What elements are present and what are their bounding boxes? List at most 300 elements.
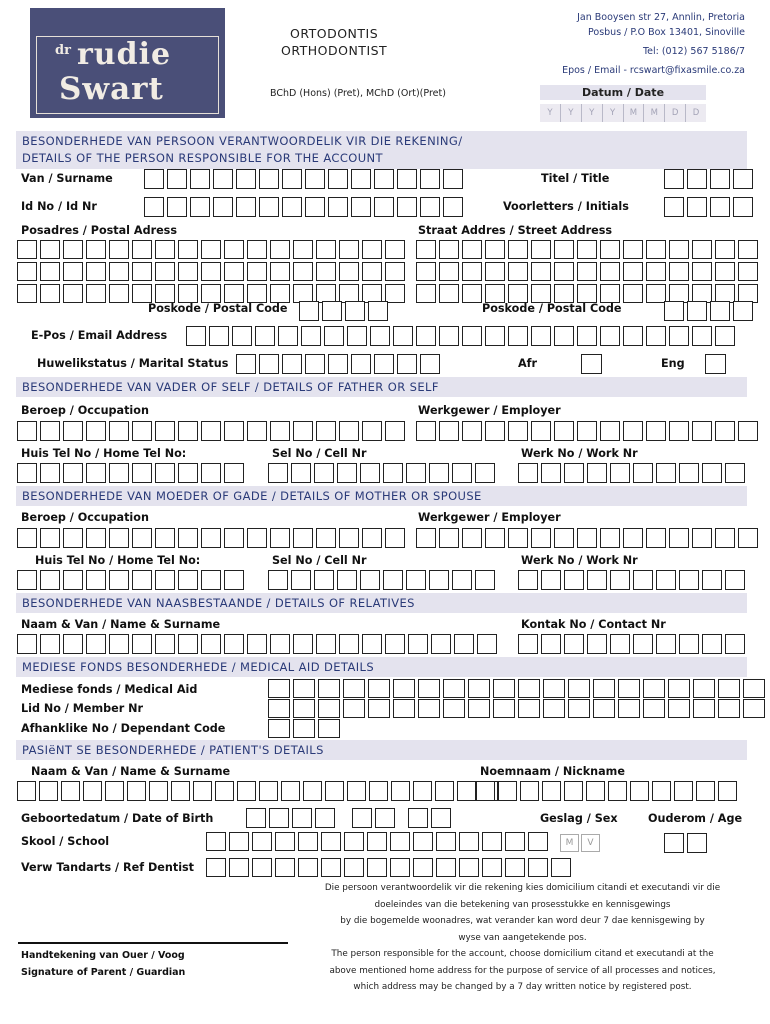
sex-option-m[interactable]: M <box>560 834 579 852</box>
input-cell[interactable] <box>715 262 735 281</box>
input-cell[interactable] <box>132 240 152 259</box>
input-cell[interactable] <box>247 528 267 548</box>
input-cell[interactable] <box>149 781 168 801</box>
input-cell[interactable] <box>554 262 574 281</box>
input-cell[interactable] <box>541 634 561 654</box>
input-cell[interactable] <box>462 240 482 259</box>
input-cell[interactable] <box>282 169 302 189</box>
input-cell[interactable] <box>586 781 605 801</box>
input-cell[interactable] <box>224 634 244 654</box>
input-cell[interactable] <box>209 326 229 346</box>
street-code-field[interactable] <box>664 301 753 321</box>
input-cell[interactable] <box>393 679 415 698</box>
input-cell[interactable] <box>86 634 106 654</box>
input-cell[interactable] <box>321 858 341 877</box>
input-cell[interactable] <box>669 421 689 441</box>
input-cell[interactable] <box>362 528 382 548</box>
input-cell[interactable] <box>383 463 403 483</box>
input-cell[interactable] <box>17 262 37 281</box>
input-cell[interactable] <box>193 781 212 801</box>
input-cell[interactable] <box>508 262 528 281</box>
input-cell[interactable] <box>328 197 348 217</box>
input-cell[interactable] <box>618 699 640 718</box>
input-cell[interactable] <box>275 832 295 851</box>
input-cell[interactable] <box>318 699 340 718</box>
date-cell[interactable]: Y <box>560 104 581 122</box>
input-cell[interactable] <box>475 570 495 590</box>
input-cell[interactable] <box>86 463 106 483</box>
input-cell[interactable] <box>702 570 722 590</box>
input-cell[interactable] <box>431 634 451 654</box>
input-cell[interactable] <box>508 421 528 441</box>
nickname-field[interactable] <box>476 781 737 801</box>
input-cell[interactable] <box>439 528 459 548</box>
input-cell[interactable] <box>178 570 198 590</box>
input-cell[interactable] <box>505 832 525 851</box>
input-cell[interactable] <box>86 421 106 441</box>
ref-dentist-field[interactable] <box>206 858 571 877</box>
input-cell[interactable] <box>692 240 712 259</box>
input-cell[interactable] <box>669 528 689 548</box>
input-cell[interactable] <box>339 240 359 259</box>
input-cell[interactable] <box>664 169 684 189</box>
input-cell[interactable] <box>669 262 689 281</box>
input-cell[interactable] <box>454 634 474 654</box>
input-cell[interactable] <box>542 781 561 801</box>
input-cell[interactable] <box>498 781 517 801</box>
input-cell[interactable] <box>259 197 279 217</box>
input-cell[interactable] <box>669 240 689 259</box>
input-cell[interactable] <box>339 528 359 548</box>
surname-field[interactable] <box>144 169 463 189</box>
input-cell[interactable] <box>339 634 359 654</box>
input-cell[interactable] <box>518 463 538 483</box>
input-cell[interactable] <box>643 679 665 698</box>
input-cell[interactable] <box>86 528 106 548</box>
input-cell[interactable] <box>587 463 607 483</box>
input-cell[interactable] <box>293 719 315 738</box>
input-cell[interactable] <box>715 240 735 259</box>
input-cell[interactable] <box>477 634 497 654</box>
input-cell[interactable] <box>369 781 388 801</box>
sex-selector[interactable] <box>560 834 600 852</box>
input-cell[interactable] <box>436 832 456 851</box>
input-cell[interactable] <box>229 858 249 877</box>
input-cell[interactable] <box>368 679 390 698</box>
date-cell[interactable]: M <box>643 104 664 122</box>
input-cell[interactable] <box>485 421 505 441</box>
input-cell[interactable] <box>362 262 382 281</box>
input-cell[interactable] <box>715 326 735 346</box>
input-cell[interactable] <box>109 528 129 548</box>
input-cell[interactable] <box>482 832 502 851</box>
input-cell[interactable] <box>362 240 382 259</box>
input-cell[interactable] <box>656 463 676 483</box>
input-cell[interactable] <box>413 832 433 851</box>
input-cell[interactable] <box>564 463 584 483</box>
input-cell[interactable] <box>416 326 436 346</box>
input-cell[interactable] <box>367 832 387 851</box>
input-cell[interactable] <box>252 858 272 877</box>
input-cell[interactable] <box>531 326 551 346</box>
input-cell[interactable] <box>247 262 267 281</box>
input-cell[interactable] <box>577 262 597 281</box>
input-cell[interactable] <box>155 421 175 441</box>
input-cell[interactable] <box>40 421 60 441</box>
input-cell[interactable] <box>247 284 267 303</box>
signature-line[interactable] <box>18 942 288 944</box>
input-cell[interactable] <box>413 781 432 801</box>
input-cell[interactable] <box>554 284 574 303</box>
input-cell[interactable] <box>468 699 490 718</box>
input-cell[interactable] <box>508 284 528 303</box>
input-cell[interactable] <box>687 169 707 189</box>
input-cell[interactable] <box>155 463 175 483</box>
input-cell[interactable] <box>600 326 620 346</box>
input-cell[interactable] <box>554 528 574 548</box>
input-cell[interactable] <box>664 833 684 853</box>
input-cell[interactable] <box>416 262 436 281</box>
input-cell[interactable] <box>224 528 244 548</box>
input-cell[interactable] <box>293 634 313 654</box>
input-cell[interactable] <box>293 679 315 698</box>
input-cell[interactable] <box>63 634 83 654</box>
input-cell[interactable] <box>475 463 495 483</box>
input-cell[interactable] <box>132 421 152 441</box>
date-field[interactable] <box>540 104 706 122</box>
input-cell[interactable] <box>374 169 394 189</box>
input-cell[interactable] <box>259 781 278 801</box>
input-cell[interactable] <box>646 528 666 548</box>
input-cell[interactable] <box>618 679 640 698</box>
input-cell[interactable] <box>669 326 689 346</box>
input-cell[interactable] <box>299 301 319 321</box>
input-cell[interactable] <box>351 197 371 217</box>
input-cell[interactable] <box>301 326 321 346</box>
input-cell[interactable] <box>63 262 83 281</box>
input-cell[interactable] <box>63 528 83 548</box>
input-cell[interactable] <box>232 326 252 346</box>
input-cell[interactable] <box>418 699 440 718</box>
input-cell[interactable] <box>429 463 449 483</box>
input-cell[interactable] <box>293 421 313 441</box>
input-cell[interactable] <box>679 570 699 590</box>
language-afr-checkbox[interactable] <box>581 354 602 374</box>
input-cell[interactable] <box>40 570 60 590</box>
input-cell[interactable] <box>459 832 479 851</box>
input-cell[interactable] <box>531 284 551 303</box>
input-cell[interactable] <box>452 570 472 590</box>
input-cell[interactable] <box>508 240 528 259</box>
input-cell[interactable] <box>416 240 436 259</box>
postal-address-row-2[interactable] <box>17 262 405 281</box>
input-cell[interactable] <box>368 301 388 321</box>
input-cell[interactable] <box>715 528 735 548</box>
input-cell[interactable] <box>178 421 198 441</box>
input-cell[interactable] <box>646 284 666 303</box>
input-cell[interactable] <box>577 240 597 259</box>
input-cell[interactable] <box>554 326 574 346</box>
input-cell[interactable] <box>420 354 440 374</box>
input-cell[interactable] <box>543 679 565 698</box>
input-cell[interactable] <box>408 808 428 828</box>
input-cell[interactable] <box>236 197 256 217</box>
input-cell[interactable] <box>418 679 440 698</box>
input-cell[interactable] <box>725 570 745 590</box>
input-cell[interactable] <box>738 240 758 259</box>
input-cell[interactable] <box>305 169 325 189</box>
input-cell[interactable] <box>416 421 436 441</box>
input-cell[interactable] <box>646 240 666 259</box>
input-cell[interactable] <box>109 463 129 483</box>
input-cell[interactable] <box>321 832 341 851</box>
input-cell[interactable] <box>543 699 565 718</box>
input-cell[interactable] <box>431 808 451 828</box>
input-cell[interactable] <box>224 284 244 303</box>
input-cell[interactable] <box>493 699 515 718</box>
input-cell[interactable] <box>692 262 712 281</box>
input-cell[interactable] <box>577 284 597 303</box>
email-field[interactable] <box>186 326 735 346</box>
input-cell[interactable] <box>339 262 359 281</box>
input-cell[interactable] <box>623 528 643 548</box>
input-cell[interactable] <box>664 301 684 321</box>
input-cell[interactable] <box>674 781 693 801</box>
input-cell[interactable] <box>610 570 630 590</box>
input-cell[interactable] <box>743 679 765 698</box>
input-cell[interactable] <box>462 284 482 303</box>
input-cell[interactable] <box>270 240 290 259</box>
father-employer-field[interactable] <box>416 421 758 441</box>
input-cell[interactable] <box>201 262 221 281</box>
input-cell[interactable] <box>679 634 699 654</box>
input-cell[interactable] <box>17 528 37 548</box>
input-cell[interactable] <box>710 197 730 217</box>
input-cell[interactable] <box>374 354 394 374</box>
title-field[interactable] <box>664 169 753 189</box>
street-address-row-2[interactable] <box>416 262 758 281</box>
input-cell[interactable] <box>443 197 463 217</box>
input-cell[interactable] <box>439 284 459 303</box>
input-cell[interactable] <box>406 463 426 483</box>
input-cell[interactable] <box>213 197 233 217</box>
input-cell[interactable] <box>86 284 106 303</box>
input-cell[interactable] <box>270 634 290 654</box>
input-cell[interactable] <box>132 262 152 281</box>
street-address-row-1[interactable] <box>416 240 758 259</box>
input-cell[interactable] <box>743 699 765 718</box>
input-cell[interactable] <box>439 240 459 259</box>
input-cell[interactable] <box>229 832 249 851</box>
input-cell[interactable] <box>443 169 463 189</box>
input-cell[interactable] <box>485 262 505 281</box>
input-cell[interactable] <box>459 858 479 877</box>
input-cell[interactable] <box>652 781 671 801</box>
input-cell[interactable] <box>360 570 380 590</box>
input-cell[interactable] <box>316 528 336 548</box>
input-cell[interactable] <box>420 169 440 189</box>
date-cell[interactable]: Y <box>581 104 602 122</box>
input-cell[interactable] <box>413 858 433 877</box>
input-cell[interactable] <box>282 197 302 217</box>
input-cell[interactable] <box>452 463 472 483</box>
input-cell[interactable] <box>370 326 390 346</box>
input-cell[interactable] <box>270 528 290 548</box>
input-cell[interactable] <box>623 284 643 303</box>
medical-aid-field[interactable] <box>268 679 765 698</box>
input-cell[interactable] <box>201 570 221 590</box>
input-cell[interactable] <box>581 354 602 374</box>
input-cell[interactable] <box>485 326 505 346</box>
input-cell[interactable] <box>715 421 735 441</box>
father-home-tel-field[interactable] <box>17 463 244 483</box>
mother-employer-field[interactable] <box>416 528 758 548</box>
input-cell[interactable] <box>17 634 37 654</box>
input-cell[interactable] <box>587 634 607 654</box>
input-cell[interactable] <box>224 421 244 441</box>
input-cell[interactable] <box>518 679 540 698</box>
date-cell[interactable]: D <box>685 104 706 122</box>
input-cell[interactable] <box>63 240 83 259</box>
input-cell[interactable] <box>63 421 83 441</box>
dependant-code-field[interactable] <box>268 719 340 738</box>
input-cell[interactable] <box>693 679 715 698</box>
input-cell[interactable] <box>132 570 152 590</box>
input-cell[interactable] <box>462 421 482 441</box>
input-cell[interactable] <box>462 326 482 346</box>
input-cell[interactable] <box>316 262 336 281</box>
input-cell[interactable] <box>347 326 367 346</box>
input-cell[interactable] <box>291 570 311 590</box>
input-cell[interactable] <box>109 240 129 259</box>
input-cell[interactable] <box>316 421 336 441</box>
input-cell[interactable] <box>367 858 387 877</box>
input-cell[interactable] <box>339 421 359 441</box>
input-cell[interactable] <box>385 284 405 303</box>
input-cell[interactable] <box>696 781 715 801</box>
date-cell[interactable]: Y <box>602 104 623 122</box>
input-cell[interactable] <box>457 781 476 801</box>
input-cell[interactable] <box>385 528 405 548</box>
input-cell[interactable] <box>17 570 37 590</box>
dob-year-field[interactable] <box>246 808 335 828</box>
input-cell[interactable] <box>236 354 256 374</box>
input-cell[interactable] <box>664 197 684 217</box>
initials-field[interactable] <box>664 197 753 217</box>
input-cell[interactable] <box>224 240 244 259</box>
input-cell[interactable] <box>109 634 129 654</box>
input-cell[interactable] <box>63 570 83 590</box>
input-cell[interactable] <box>316 240 336 259</box>
input-cell[interactable] <box>679 463 699 483</box>
input-cell[interactable] <box>314 463 334 483</box>
input-cell[interactable] <box>236 169 256 189</box>
input-cell[interactable] <box>63 463 83 483</box>
input-cell[interactable] <box>443 699 465 718</box>
input-cell[interactable] <box>600 262 620 281</box>
input-cell[interactable] <box>270 421 290 441</box>
input-cell[interactable] <box>493 679 515 698</box>
input-cell[interactable] <box>144 169 164 189</box>
input-cell[interactable] <box>178 463 198 483</box>
input-cell[interactable] <box>485 240 505 259</box>
input-cell[interactable] <box>155 240 175 259</box>
input-cell[interactable] <box>462 528 482 548</box>
input-cell[interactable] <box>39 781 58 801</box>
input-cell[interactable] <box>292 808 312 828</box>
input-cell[interactable] <box>385 634 405 654</box>
input-cell[interactable] <box>109 570 129 590</box>
input-cell[interactable] <box>416 284 436 303</box>
input-cell[interactable] <box>305 197 325 217</box>
input-cell[interactable] <box>105 781 124 801</box>
input-cell[interactable] <box>518 699 540 718</box>
input-cell[interactable] <box>17 284 37 303</box>
input-cell[interactable] <box>623 326 643 346</box>
input-cell[interactable] <box>693 699 715 718</box>
input-cell[interactable] <box>178 634 198 654</box>
input-cell[interactable] <box>293 699 315 718</box>
input-cell[interactable] <box>623 262 643 281</box>
input-cell[interactable] <box>178 284 198 303</box>
input-cell[interactable] <box>206 832 226 851</box>
input-cell[interactable] <box>554 421 574 441</box>
input-cell[interactable] <box>610 463 630 483</box>
input-cell[interactable] <box>270 262 290 281</box>
input-cell[interactable] <box>328 354 348 374</box>
input-cell[interactable] <box>391 781 410 801</box>
input-cell[interactable] <box>725 634 745 654</box>
input-cell[interactable] <box>109 262 129 281</box>
input-cell[interactable] <box>368 699 390 718</box>
input-cell[interactable] <box>40 463 60 483</box>
input-cell[interactable] <box>623 421 643 441</box>
input-cell[interactable] <box>600 421 620 441</box>
input-cell[interactable] <box>439 421 459 441</box>
input-cell[interactable] <box>390 858 410 877</box>
input-cell[interactable] <box>61 781 80 801</box>
input-cell[interactable] <box>268 719 290 738</box>
patient-name-field[interactable] <box>17 781 498 801</box>
input-cell[interactable] <box>702 634 722 654</box>
input-cell[interactable] <box>485 528 505 548</box>
input-cell[interactable] <box>633 463 653 483</box>
input-cell[interactable] <box>246 808 266 828</box>
input-cell[interactable] <box>738 421 758 441</box>
input-cell[interactable] <box>508 528 528 548</box>
input-cell[interactable] <box>344 858 364 877</box>
input-cell[interactable] <box>275 858 295 877</box>
input-cell[interactable] <box>237 781 256 801</box>
input-cell[interactable] <box>268 463 288 483</box>
input-cell[interactable] <box>215 781 234 801</box>
input-cell[interactable] <box>643 699 665 718</box>
mother-work-field[interactable] <box>518 570 745 590</box>
input-cell[interactable] <box>551 858 571 877</box>
input-cell[interactable] <box>270 284 290 303</box>
input-cell[interactable] <box>315 808 335 828</box>
father-work-field[interactable] <box>518 463 745 483</box>
input-cell[interactable] <box>17 240 37 259</box>
marital-status-field[interactable] <box>236 354 440 374</box>
input-cell[interactable] <box>593 699 615 718</box>
input-cell[interactable] <box>656 634 676 654</box>
input-cell[interactable] <box>247 240 267 259</box>
input-cell[interactable] <box>383 570 403 590</box>
id-field[interactable] <box>144 197 463 217</box>
input-cell[interactable] <box>337 570 357 590</box>
input-cell[interactable] <box>351 354 371 374</box>
